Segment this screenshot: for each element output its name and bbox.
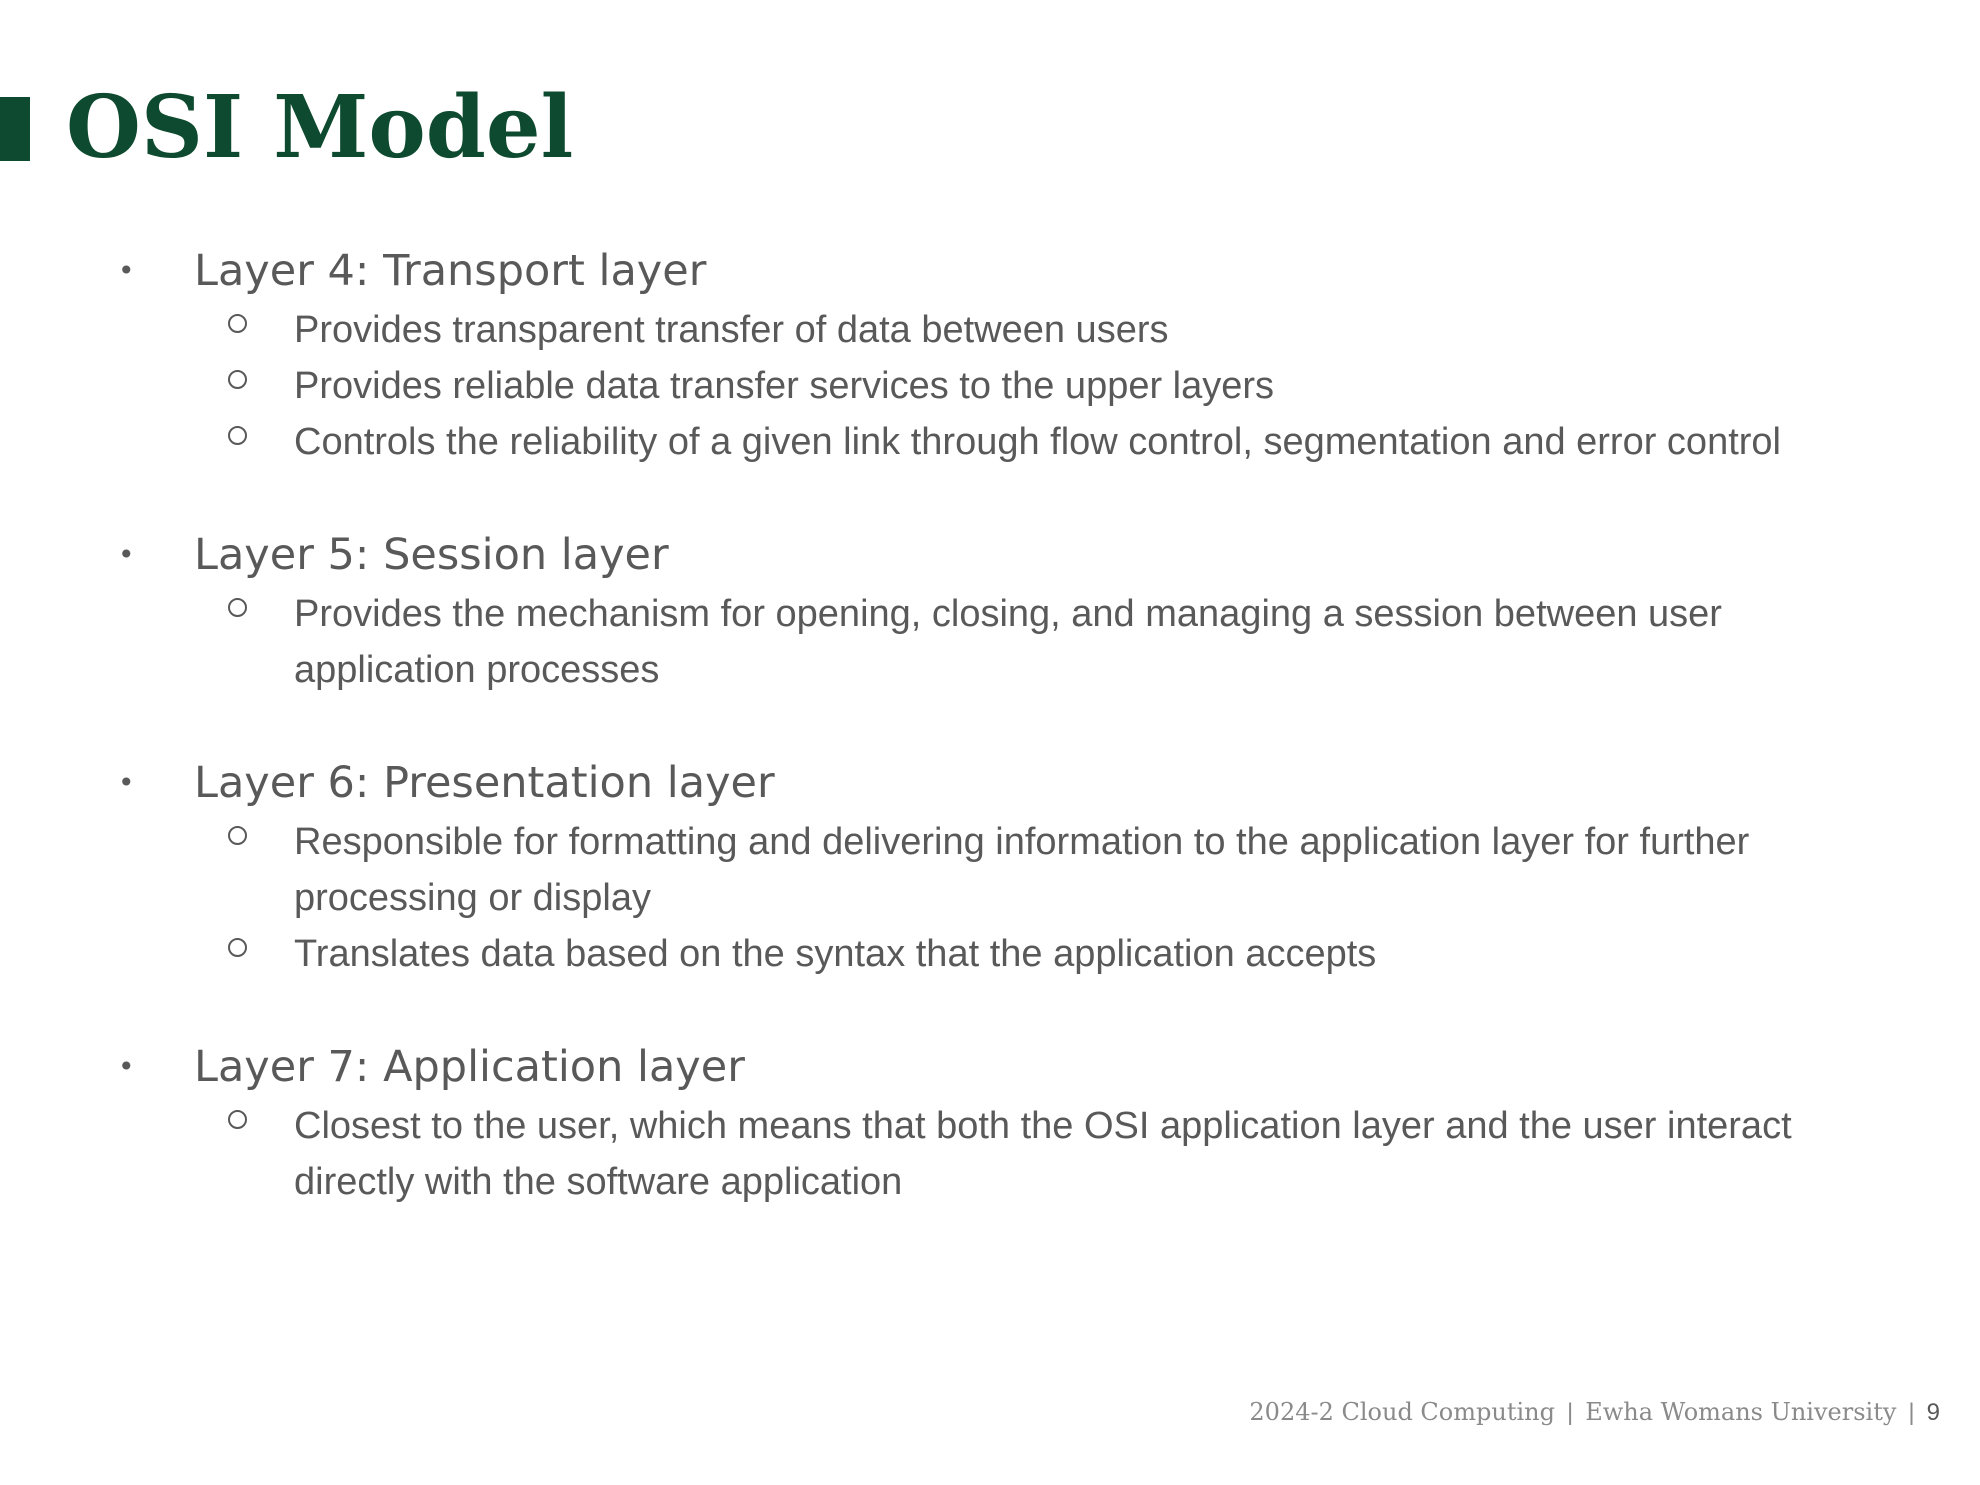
footer-university: Ewha Womans University bbox=[1585, 1398, 1897, 1426]
bullet-list bbox=[0, 242, 1980, 1266]
hollow-circle-icon bbox=[228, 938, 247, 957]
sub-item-text: Translates data based on the syntax that the application accepts bbox=[294, 933, 1377, 975]
bullet-icon: • bbox=[118, 254, 135, 287]
sub-item bbox=[0, 586, 1894, 698]
footer-separator: | bbox=[1566, 1399, 1574, 1426]
sub-item bbox=[0, 926, 1894, 982]
sub-item-text: Provides reliable data transfer services to the upper layers bbox=[294, 365, 1275, 407]
layer-title: Layer 5: Session layer bbox=[194, 530, 669, 580]
footer-course: 2024-2 Cloud Computing bbox=[1249, 1398, 1555, 1426]
layer-heading-row bbox=[0, 754, 1980, 814]
layer-section bbox=[0, 1038, 1980, 1210]
hollow-circle-icon bbox=[228, 314, 247, 333]
footer-separator: | bbox=[1908, 1399, 1915, 1426]
hollow-circle-icon bbox=[228, 826, 247, 845]
sub-item bbox=[0, 1098, 1894, 1210]
hollow-circle-icon bbox=[228, 598, 247, 617]
layer-heading-row bbox=[0, 242, 1980, 302]
layer-heading-row bbox=[0, 1038, 1980, 1098]
sub-item bbox=[0, 302, 1894, 358]
slide-title: OSI Model bbox=[66, 77, 574, 178]
sub-item-text: Closest to the user, which means that both the OSI application layer and the user interact directly with the software application bbox=[294, 1105, 1792, 1203]
bullet-icon: • bbox=[118, 538, 135, 571]
page-number: 9 bbox=[1926, 1399, 1940, 1426]
hollow-circle-icon bbox=[228, 370, 247, 389]
layer-section bbox=[0, 754, 1980, 982]
sub-item-text: Responsible for formatting and delivering information to the application layer for further processing or display bbox=[294, 821, 1750, 919]
layer-title: Layer 4: Transport layer bbox=[194, 246, 707, 296]
layer-title: Layer 6: Presentation layer bbox=[194, 758, 775, 808]
bullet-icon: • bbox=[118, 1050, 135, 1083]
sub-item-text: Provides transparent transfer of data between users bbox=[294, 309, 1169, 351]
bullet-icon: • bbox=[118, 766, 135, 799]
layer-title: Layer 7: Application layer bbox=[194, 1042, 745, 1092]
sub-item-text: Provides the mechanism for opening, closing, and managing a session between user application processes bbox=[294, 593, 1722, 691]
sub-item bbox=[0, 358, 1894, 414]
hollow-circle-icon bbox=[228, 1110, 247, 1129]
title-accent-bar bbox=[0, 97, 30, 161]
layer-heading-row bbox=[0, 526, 1980, 586]
slide-footer bbox=[1249, 1396, 1940, 1429]
sub-item bbox=[0, 414, 1894, 470]
sub-item bbox=[0, 814, 1894, 926]
sub-item-text: Controls the reliability of a given link through flow control, segmentation and error control bbox=[294, 421, 1781, 463]
layer-section bbox=[0, 526, 1980, 698]
hollow-circle-icon bbox=[228, 426, 247, 445]
layer-section bbox=[0, 242, 1980, 470]
